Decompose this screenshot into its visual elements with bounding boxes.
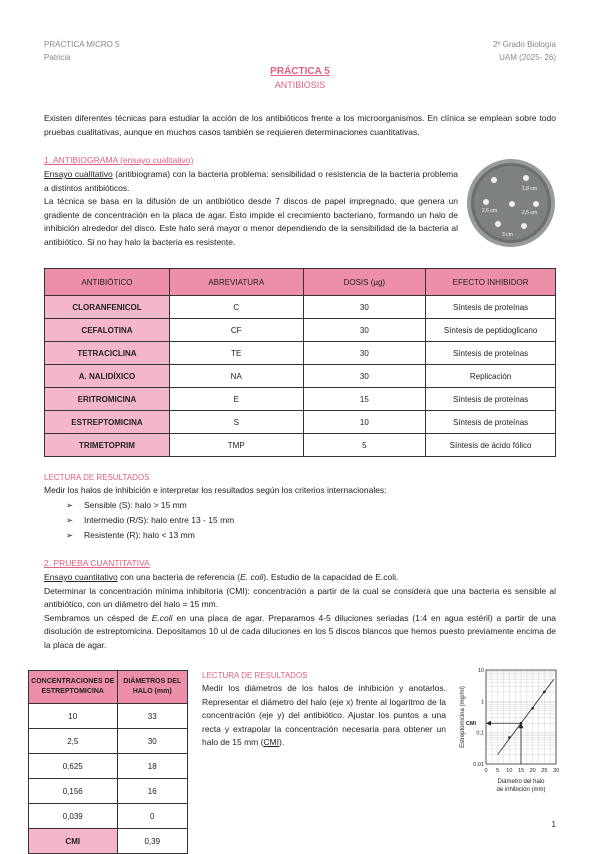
y-tick-label: 10 <box>477 668 484 674</box>
table-cell: 33 <box>117 704 187 729</box>
table-cell: 2,5 <box>29 729 118 754</box>
petri-dish-image <box>466 158 556 248</box>
table-cell: ESTREPTOMICINA <box>45 411 170 434</box>
table-cell: TETRACICLINA <box>45 342 170 365</box>
list-item: ➢ Intermedio (R/S): halo entre 13 - 15 mm <box>44 513 556 528</box>
table-cell: C <box>169 296 303 319</box>
table-header-cell: DOSIS (µg) <box>303 269 426 296</box>
section1-heading: 1. ANTIBIOGRAMA (ensayo cualitativo) <box>44 155 194 165</box>
list-item: ➢ Sensible (S): halo > 15 mm <box>44 498 556 513</box>
grade-label: 2º Grado Biología <box>493 40 556 49</box>
streptomycin-table <box>28 670 188 854</box>
table-cell: CLORANFENICOL <box>45 296 170 319</box>
table-header-cell: ABREVIATURA <box>169 269 303 296</box>
table-row <box>29 704 188 729</box>
data-point <box>531 707 534 710</box>
results-reading-1 <box>44 472 556 543</box>
petri-label-4: 3 cm <box>502 232 513 238</box>
table-row <box>29 729 188 754</box>
y-tick-label: 0,01 <box>473 762 484 768</box>
y-tick-label: 1 <box>480 699 484 706</box>
page-title: PRÁCTICA 5 <box>270 66 330 77</box>
table-cell: Síntesis de proteínas <box>426 411 556 434</box>
results-heading-2: LECTURA DE RESULTADOS <box>202 671 308 680</box>
petri-label-2: 2,6 cm <box>482 208 498 214</box>
table-cell: 0 <box>117 804 187 829</box>
cmi-abbr: CMI <box>263 737 280 747</box>
table-row <box>29 829 188 854</box>
table-cell: 5 <box>303 434 426 457</box>
table-cell: Síntesis de peptidoglicano <box>426 319 556 342</box>
series-line <box>498 679 554 754</box>
section1-term: Ensayo cualitativo <box>44 169 113 179</box>
results-text-2a: Medir los diámetros de los halos de inhibición y anotarlos. Representar el diámetro del halo (eje x) frente al logaritmo de la concentración (eje y) del antibiótico. Ajustar los puntos a una recta y extrapolar la concentración necesaria para obtener un halo de 15 mm ( <box>202 683 446 747</box>
section2-p3b: en una placa de agar. Preparamos 4-5 diluciones seriadas (1:4 en agua estéril) a partir de una disolución de estreptomicina. Depositamos 10 ul de cada diluciones en los 5 discos blancos que hemos puesto previamente encima de la placa de agar. <box>44 612 556 650</box>
section2-text <box>44 571 556 652</box>
x-tick-label: 25 <box>541 768 548 774</box>
section2-p3a: Sembramos un césped de <box>44 612 152 623</box>
table-cell: 10 <box>303 411 426 434</box>
table-cell: 0,039 <box>29 804 118 829</box>
x-tick-label: 30 <box>552 768 560 774</box>
section2-p1a: con una bacteria de referencia ( <box>117 572 241 582</box>
x-axis-label-line1: Diámetro del halo <box>497 779 545 785</box>
table-cell: 15 <box>303 388 426 411</box>
page-number: 1 <box>551 820 556 829</box>
table-header-row <box>45 269 556 296</box>
criteria-list <box>44 498 556 543</box>
table-cell: 16 <box>117 779 187 804</box>
table-header-cell: CONCENTRACIONES DE ESTREPTOMICINA <box>29 671 118 704</box>
cmi-chart <box>456 664 562 804</box>
page-subtitle: ANTIBIOSIS <box>274 80 326 90</box>
table-cell: A. NALIDÍXICO <box>45 365 170 388</box>
y-tick-label: 0,1 <box>476 730 484 737</box>
table-header-cell: DIÁMETROS DEL HALO (mm) <box>117 671 187 704</box>
section1-p1: (antibiograma) con la bacteria problema: sensibilidad o resistencia de la bacteria problema a distintos antibióticos. <box>44 169 458 193</box>
course-label: PRÁCTICA MICRO 5 <box>44 40 120 49</box>
petri-label-3: 2,5 cm <box>522 210 538 216</box>
table-cell: TRIMETOPRIM <box>45 434 170 457</box>
table-row <box>45 388 556 411</box>
table-cell: 0,156 <box>29 779 118 804</box>
table-row <box>45 296 556 319</box>
y-axis-label: Estreptomicina (mg/ml) <box>460 686 466 748</box>
table-row <box>29 779 188 804</box>
data-point <box>508 736 511 739</box>
petri-label-1: 1,8 cm <box>522 186 538 192</box>
table-cell: E <box>169 388 303 411</box>
section2-p1-italic: E. coli <box>240 572 264 582</box>
x-tick-label: 15 <box>517 768 525 774</box>
results-text-2b: ). <box>279 737 285 747</box>
table-header-cell: EFECTO INHIBIDOR <box>426 269 556 296</box>
table-row <box>45 342 556 365</box>
table-cell: 30 <box>303 319 426 342</box>
table-row <box>29 804 188 829</box>
table-row <box>45 319 556 342</box>
list-item: ➢ Resistente (R): halo < 13 mm <box>44 528 556 543</box>
x-tick-label: 20 <box>529 768 536 774</box>
author-label: Patricia <box>44 53 71 62</box>
header-left <box>44 38 120 64</box>
table-row <box>45 365 556 388</box>
table-cell: CF <box>169 319 303 342</box>
table-cell: ERITROMICINA <box>45 388 170 411</box>
results-text-2 <box>202 682 446 750</box>
cmi-label: CMI <box>465 721 476 728</box>
university-label: UAM (2025- 26) <box>499 53 556 62</box>
table-cell: NA <box>169 365 303 388</box>
table-cell: 30 <box>303 365 426 388</box>
table-cell: S <box>169 411 303 434</box>
table-header-cell: ANTIBIÓTICO <box>45 269 170 296</box>
intro-paragraph: Existen diferentes técnicas para estudiar la acción de los antibióticos frente a los microorganismos. En clínica se emplean sobre todo pruebas cualitativas, aunque en muchos casos también se requieren determinaciones cuantitativas. <box>44 113 556 137</box>
table-cell: 30 <box>303 342 426 365</box>
x-tick-label: 0 <box>484 768 488 774</box>
table-cell: 10 <box>29 704 118 729</box>
table-cell: CMI <box>29 829 118 854</box>
table-cell: Replicación <box>426 365 556 388</box>
x-tick-label: 10 <box>506 768 513 774</box>
results-heading-1: LECTURA DE RESULTADOS <box>44 473 150 482</box>
header-right <box>493 38 556 64</box>
table-cell: 30 <box>303 296 426 319</box>
table-cell: 0,625 <box>29 754 118 779</box>
table-row <box>45 411 556 434</box>
table-cell: Síntesis de proteínas <box>426 296 556 319</box>
section1-p2: La técnica se basa en la difusión de un antibiótico desde 7 discos de papel impregnado, que genera un gradiente de concentración en la placa de agar. Esto impide el crecimiento bacteriano, formando un halo de inhibición alrededor del disco. Este halo será mayor o menor dependiendo de la sensibilidad de la bacteria al antibiótico. Si no hay halo la bacteria es resistente. <box>44 196 458 247</box>
table-cell: TE <box>169 342 303 365</box>
x-tick-label: 5 <box>496 768 500 774</box>
section2-p2: Determinar la concentración mínima inhibitoria (CMI): concentración a partir de la cual se considera que una bacteria es sensible al antibiótico, con un diámetro del halo = 15 mm. <box>44 585 556 609</box>
table-cell: Síntesis de proteínas <box>426 388 556 411</box>
section1-text <box>44 168 458 249</box>
table-row <box>29 754 188 779</box>
results-text-1: Medir los halos de inhibición e interpretar los resultados según los criterios internacionales: <box>44 485 387 495</box>
table-cell: Síntesis de ácido fólico <box>426 434 556 457</box>
table-cell: 0,39 <box>117 829 187 854</box>
table-cell: TMP <box>169 434 303 457</box>
section2-heading: 2. PRUEBA CUANTITATIVA <box>44 558 150 568</box>
table-row <box>45 434 556 457</box>
data-point <box>543 691 546 694</box>
section2-p1b: ). Estudio de la capacidad de E.coli. <box>263 572 399 582</box>
cmi-arrowhead-left <box>486 721 491 726</box>
table-cell: Síntesis de proteínas <box>426 342 556 365</box>
section2-p3-italic: E.coli <box>151 612 173 623</box>
table-cell: CEFALOTINA <box>45 319 170 342</box>
x-axis-label-line2: de inhibición (mm) <box>496 787 546 793</box>
results-reading-2 <box>202 670 446 750</box>
table-cell: 30 <box>117 729 187 754</box>
table-cell: 18 <box>117 754 187 779</box>
section2-term: Ensayo cuantitativo <box>44 572 118 582</box>
antibiotics-table <box>44 268 556 457</box>
table-header-row <box>29 671 188 704</box>
